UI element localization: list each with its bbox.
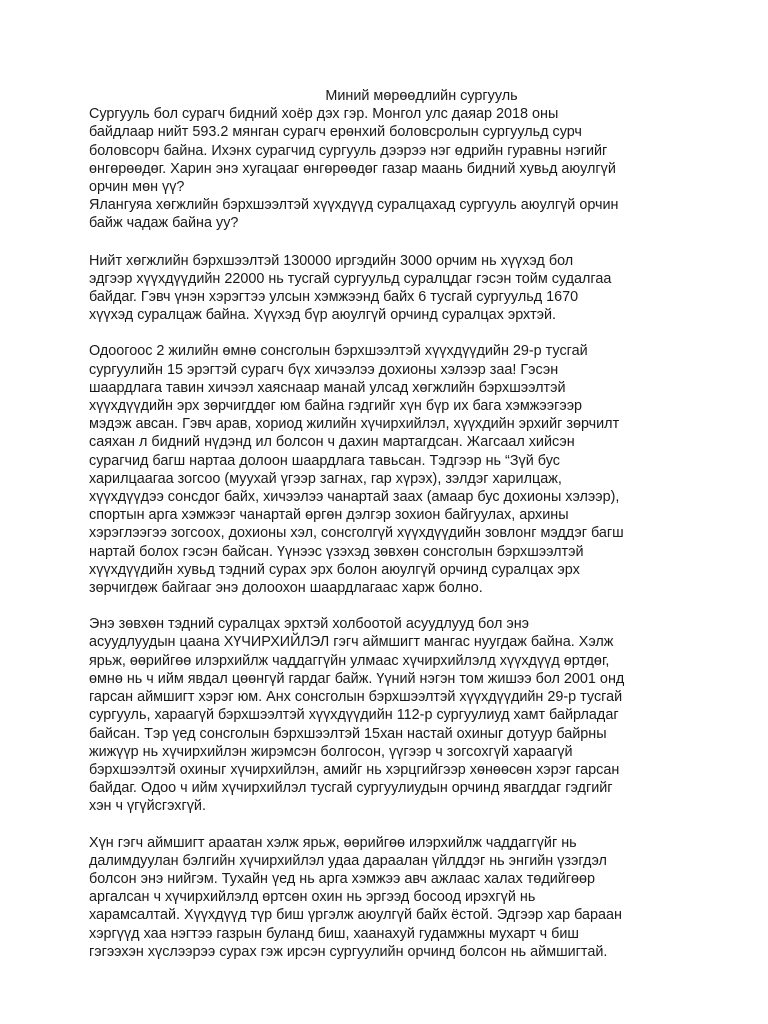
text-line: хэргүүд хаа нэгтээ газрын буланд биш, хаанахуй гудамжны мухарт ч биш bbox=[89, 925, 579, 942]
paragraph-2 bbox=[89, 252, 714, 325]
text-line: спортын арга хэмжээг чанартай өргөн дэлгэр зохион байгуулах, архины bbox=[89, 507, 569, 524]
text-line: хэрэглээгээ зогсоох, дохионы хэл, сонсголгүй хүүхдүүдийн зовлонг мэддэг багш bbox=[89, 525, 624, 542]
text-line: өнгөрөөдөг. Харин энэ хугацааг өнгөрөөдөг газар маань бидний хувьд аюулгүй bbox=[89, 160, 616, 177]
text-line: асуудлуудын цаана ХҮЧИРХИЙЛЭЛ гэгч аймшигт мангас нуугдаж байна. Хэлж bbox=[89, 634, 614, 651]
text-line: шаардлага тавин хичээл хаяснаар манай улсад хөгжлийн бэрхшээлтэй bbox=[89, 379, 566, 396]
text-line: хэн ч үгүйсгэхгүй. bbox=[89, 798, 206, 815]
text-line: сургуулийн 15 эрэгтэй сурагч бүх хичээлээ дохионы хэлээр заа! Гэсэн bbox=[89, 361, 559, 378]
text-line: аргалсан ч хүчирхийлэлд өртсөн охин нь эргээд босоод ирэхгүй нь bbox=[89, 889, 536, 906]
text-line: хүүхдүүдийн эрх зөрчигддөг юм байна гэдгийг хүн бүр их бага хэмжээгээр bbox=[89, 398, 583, 415]
text-line: боловсорч байна. Ихэнх сурагчид сургууль дээрээ нэг өдрийн гуравны нэгийг bbox=[89, 142, 608, 159]
text-line: нартай болох гэсэн байсан. Үүнээс үзэхэд зөвхөн сонсголын бэрхшээлтэй bbox=[89, 543, 584, 560]
text-line: гэгээхэн хүслээрээ сурах гэж ирсэн сургуулийн орчинд болсон нь аймшигтай. bbox=[89, 943, 608, 960]
text-line: харамсалтай. Хүүхдүүд түр биш үргэлж аюулгүй байх ёстой. Эдгээр хар бараан bbox=[89, 907, 622, 924]
paragraph-4 bbox=[89, 615, 714, 815]
text-line: Хүн гэгч аймшигт араатан хэлж ярьж, өөрийгөө илэрхийлж чаддаггүйг нь bbox=[89, 834, 577, 851]
text-line: Сургууль бол сурагч бидний хоёр дэх гэр. Монгол улс даяар 2018 оны bbox=[89, 106, 559, 123]
text-line: Нийт хөгжлийн бэрхшээлтэй 130000 иргэдийн 3000 орчим нь хүүхэд бол bbox=[89, 252, 574, 269]
text-line: орчин мөн үү? bbox=[89, 179, 185, 196]
paragraph-3 bbox=[89, 342, 714, 597]
text-line: хүүхэд суралцаж байна. Хүүхэд бүр аюулгүй орчинд суралцах эрхтэй. bbox=[89, 307, 557, 324]
text-line: Одоогоос 2 жилийн өмнө сонсголын бэрхшээлтэй хүүхдүүдийн 29-р тусгай bbox=[89, 343, 588, 360]
text-line: өмнө нь ч ийм явдал цөөнгүй гардаг байж. Үүний нэгэн том жишээ бол 2001 онд bbox=[89, 670, 625, 687]
document-body bbox=[89, 87, 714, 961]
text-line: жижүүр нь хүчирхийлэн жирэмсэн болгосон, үүгээр ч зогсохгүй хараагүй bbox=[89, 743, 573, 760]
text-line: хүүхдүүдээ сонсдог байх, хичээлээ чанартай заах (амаар бус дохионы хэлээр), bbox=[89, 489, 620, 506]
text-line: болсон энэ нийгэм. Тухайн үед нь арга хэмжээ авч ажлаас халах төдийгөөр bbox=[89, 870, 596, 887]
text-line: Ялангуяа хөгжлийн бэрхшээлтэй хүүхдүүд суралцахад сургууль аюулгүй орчин bbox=[89, 197, 619, 214]
text-line: саяхан л бидний нүдэнд ил болсон ч дахин мартагдсан. Жагсаал хийсэн bbox=[89, 434, 575, 451]
document-title: Миний мөрөөдлийн сургууль bbox=[325, 88, 518, 104]
text-line: сурагчид багш нартаа долоон шаардлага тавьсан. Тэдгээр нь “Зүй бус bbox=[89, 452, 560, 469]
text-line: байдлаар нийт 593.2 мянган сурагч ерөнхий боловсролын сургуульд сурч bbox=[89, 124, 582, 141]
text-line: далимдуулан бэлгийн хүчирхийлэл удаа дараалан үйлддэг нь энгийн үзэгдэл bbox=[89, 852, 607, 869]
paragraph-1 bbox=[89, 105, 714, 232]
text-line: мэдэж авсан. Гэвч арав, хориод жилийн хүчирхийлэл, хүүхдийн эрхийг зөрчилт bbox=[89, 416, 620, 433]
text-line: байсан. Тэр үед сонсголын бэрхшээлтэй 15хан настай охиныг дотуур байрны bbox=[89, 725, 607, 742]
text-line: байдаг. Одоо ч ийм хүчирхийлэл тусгай сургуулиудын орчинд явагддаг гэдгийг bbox=[89, 780, 613, 797]
text-line: Энэ зөвхөн тэдний суралцах эрхтэй холбоотой асуудлууд бол энэ bbox=[89, 616, 530, 633]
text-line: бэрхшээлтэй охиныг хүчирхийлэн, амийг нь хэрцгийгээр хөнөөсөн хэрэг гарсан bbox=[89, 761, 620, 778]
text-line: байдаг. Гэвч үнэн хэрэгтээ улсын хэмжээнд байх 6 тусгай сургуульд 1670 bbox=[89, 289, 579, 306]
text-line: эдгээр хүүхдүүдийн 22000 нь тусгай сургуульд суралцдаг гэсэн тойм судалгаа bbox=[89, 270, 612, 287]
text-line: харилцаагаа зогсоо (муухай үгээр загнах, гар хүрэх), зэлдэг харилцаж, bbox=[89, 470, 562, 487]
text-line: сургууль, хараагүй бэрхшээлтэй хүүхдүүдийн 112-р сургуулиуд хамт байрладаг bbox=[89, 707, 619, 724]
paragraph-5 bbox=[89, 834, 714, 961]
text-line: байж чадаж байна уу? bbox=[89, 215, 239, 232]
text-line: гарсан аймшигт хэрэг юм. Анх сонсголын бэрхшээлтэй хүүхдүүдийн 29-р тусгай bbox=[89, 689, 623, 706]
text-line: зөрчигдөж байгааг энэ долоохон шаардлагаас харж болно. bbox=[89, 580, 483, 597]
text-line: ярьж, өөрийгөө илэрхийлж чаддаггүйн улмаас хүчирхийлэлд хүүхдүүд өртдөг, bbox=[89, 652, 610, 669]
text-line: хүүхдүүдийн хувьд тэдний сурах эрх болон аюулгүй орчинд суралцах эрх bbox=[89, 561, 580, 578]
